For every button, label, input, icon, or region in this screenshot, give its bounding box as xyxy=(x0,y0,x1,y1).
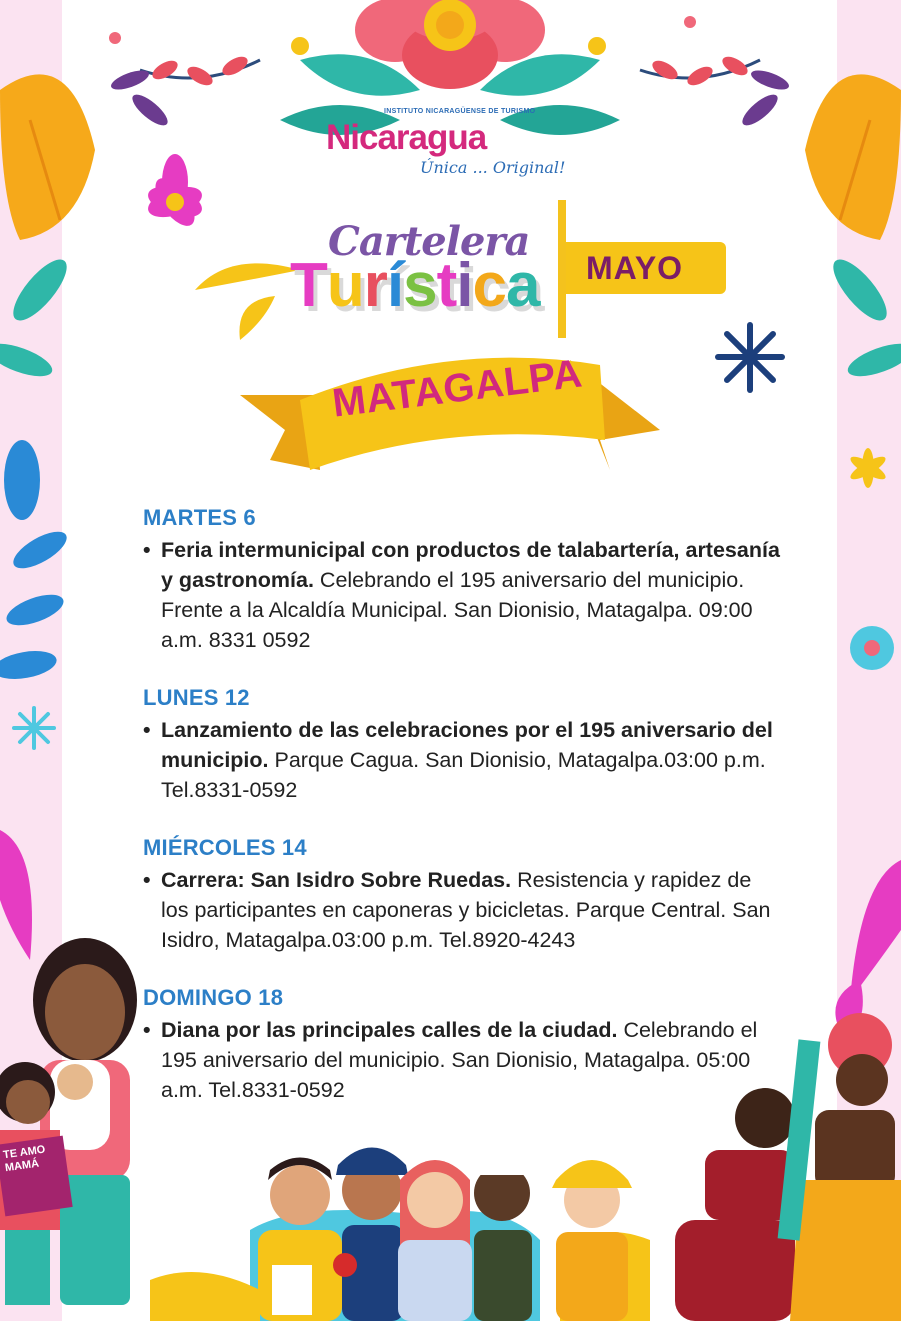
logo-tagline: Única ... Original! xyxy=(420,158,566,177)
police-figure xyxy=(333,1148,408,1321)
month-label: MAYO xyxy=(586,250,684,286)
event-title: Carrera: San Isidro Sobre Ruedas. xyxy=(161,868,512,892)
event-day: DOMINGO 18 xyxy=(143,985,284,1010)
logo-institute: INSTITUTO NICARAGÜENSE DE TURISMO xyxy=(384,108,536,115)
event-title: Feria intermunicipal con productos de talabartería, artesanía y gastronomía. xyxy=(161,538,780,592)
event-details: Celebrando el 195 aniversario del municipio. San Dionisio, Matagalpa. 05:00 a.m. Tel.8331-0592 xyxy=(161,1018,758,1102)
cartelera-title: Cartelera xyxy=(328,218,530,265)
turistica-title: Turística xyxy=(290,251,540,320)
event-details: Resistencia y rapidez de los participantes en caponeras y bicicletas. Parque Central. San Isidro, Matagalpa.03:00 p.m. Tel.8920-4243 xyxy=(161,868,771,952)
event-day: MARTES 6 xyxy=(143,505,256,530)
event-day: MIÉRCOLES 14 xyxy=(143,835,307,860)
worker-1 xyxy=(258,1158,342,1321)
event-details: Parque Cagua. San Dionisio, Matagalpa.03:00 p.m. Tel.8331-0592 xyxy=(161,748,766,802)
logo-name: Nicaragua xyxy=(326,118,487,157)
event-title: Diana por las principales calles de la ciudad. xyxy=(161,1018,618,1042)
sign-text: TE AMO MAMÁ xyxy=(2,1143,47,1175)
event-details: Celebrando el 195 aniversario del municipio. Frente a la Alcaldía Municipal. San Dionisio, Matagalpa. 09:00 a.m. 8331 0592 xyxy=(161,568,753,652)
nurse-figure xyxy=(398,1160,472,1321)
city-label: MATAGALPA xyxy=(330,351,585,426)
builder-figure xyxy=(472,1153,532,1321)
firefighter-figure xyxy=(552,1160,632,1321)
dancer-man xyxy=(675,1088,795,1321)
event-day: LUNES 12 xyxy=(143,685,250,710)
event-title: Lanzamiento de las celebraciones por el 195 aniversario del municipio. xyxy=(161,718,773,772)
